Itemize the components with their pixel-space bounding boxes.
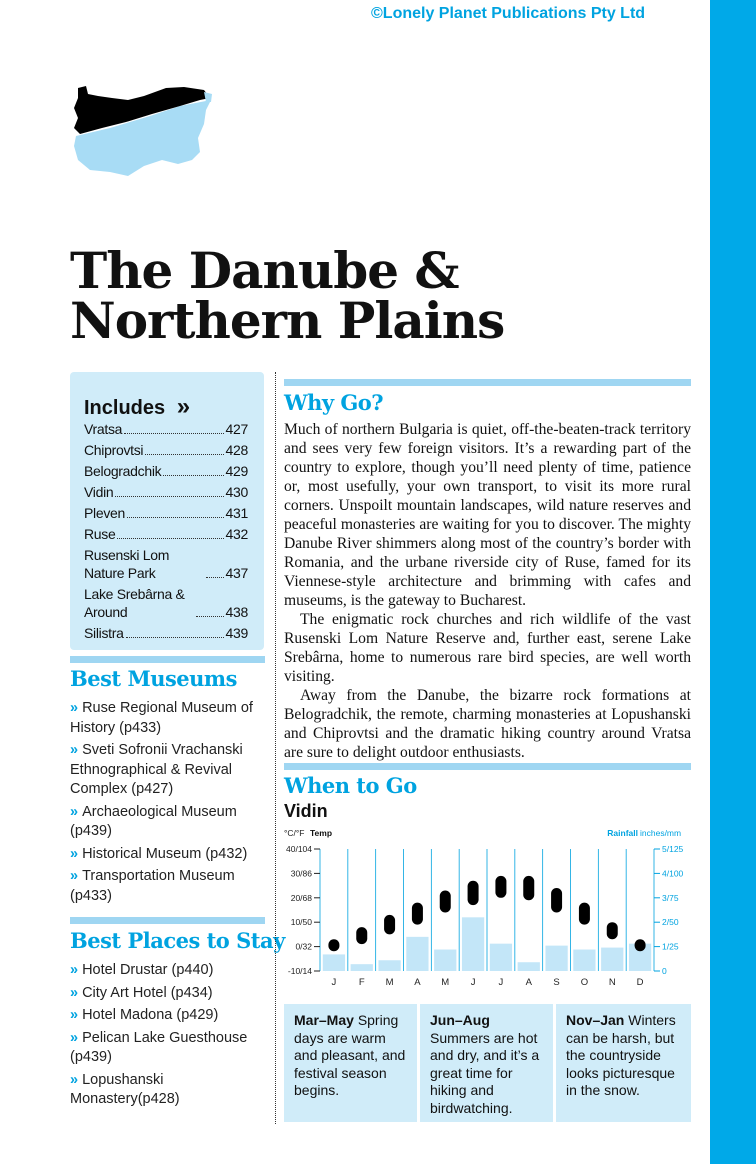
chevron-icon: » <box>70 845 79 862</box>
chapter-title <box>70 241 505 350</box>
when-to-go-rule <box>284 763 691 770</box>
season-box-spring <box>284 1004 417 1122</box>
temperature-range-bar <box>551 888 562 912</box>
includes-list <box>84 420 248 645</box>
museum-item[interactable]: » Historical Museum (p432) <box>70 845 248 862</box>
place-item[interactable]: » City Art Hotel (p434) <box>70 984 213 1001</box>
temp-tick-label: 0/32 <box>295 941 312 952</box>
rainfall-bar <box>351 964 373 971</box>
chevron-icon: » <box>70 1029 79 1046</box>
why-go-paragraph: Much of northern Bulgaria is quiet, off-the-beaten-track territory and sees very few foreign visitors. It’s a rewarding part of the country to explore, though you’ll need plenty of time, patience or, most usefully, your own transport, to visit its more rural corners. Unspoilt mountain landscapes, wild nature reserves and peaceful monasteries are waiting for you to discover. The mighty Danube River shimmers along most of the country’s border with Romania, and the urbane riverside city of Ruse, famed for its Viennese-style architecture and brimming with cafes and museums, is the gateway to Bucharest. <box>284 421 691 609</box>
rainfall-bar <box>490 944 512 971</box>
temp-tick-label: 20/68 <box>290 892 312 903</box>
copyright-notice: ©Lonely Planet Publications Pty Ltd <box>371 5 646 22</box>
temp-tick-label: 10/50 <box>290 917 312 928</box>
month-label: M <box>385 977 394 988</box>
month-label: A <box>525 977 532 988</box>
best-museums-heading: Best Museums <box>70 666 237 691</box>
includes-item[interactable]: Vratsa 427 <box>84 421 248 437</box>
chevron-icon: » <box>70 1071 79 1088</box>
rainfall-bar <box>518 962 540 971</box>
temperature-range-bar <box>635 939 646 951</box>
temp-axis-label: Temp <box>310 828 333 838</box>
column-divider <box>275 372 276 1124</box>
includes-box <box>70 372 264 650</box>
season-text: Summers are hot and dry, and it’s a great time for hiking and birdwatching. <box>430 1029 540 1116</box>
month-label: O <box>580 977 589 988</box>
rainfall-bar <box>462 917 484 971</box>
rain-tick-label: 3/75 <box>662 892 679 903</box>
month-label: D <box>636 977 644 988</box>
rainfall-bar <box>601 948 623 971</box>
double-chevron-icon: » <box>176 393 191 420</box>
why-go-rule <box>284 379 691 386</box>
season-text: Winters can be harsh, but the countryside looks picturesque in the snow. <box>566 1012 676 1098</box>
museum-item[interactable]: » Transportation Museum (p433) <box>70 868 235 904</box>
includes-item[interactable]: Ruse 432 <box>84 526 248 542</box>
chevron-icon: » <box>70 962 79 978</box>
includes-item[interactable]: Lake Srebârna & Around 438 <box>84 586 248 620</box>
season-label: Nov–Jan <box>566 1012 625 1028</box>
side-color-bar <box>710 0 756 1164</box>
temperature-range-bar <box>328 939 339 951</box>
temp-axis-unit: °C/°F <box>284 828 305 838</box>
temp-tick-label: 40/104 <box>286 844 312 854</box>
temperature-range-bar <box>495 876 506 898</box>
month-label: J <box>470 977 476 988</box>
best-places-heading: Best Places to Stay <box>70 928 285 953</box>
place-item[interactable]: » Pelican Lake Guesthouse (p439) <box>70 1029 248 1065</box>
rain-tick-label: 1/25 <box>662 941 679 952</box>
museum-item[interactable]: » Sveti Sofronii Vrachanski Ethnographical & Revival Complex (p427) <box>70 742 243 797</box>
best-museums-rule <box>70 656 265 663</box>
title-line-1: The Danube & <box>70 241 459 300</box>
month-label: J <box>498 977 504 988</box>
month-label: S <box>553 977 560 988</box>
why-go-paragraph: The enigmatic rock churches and rich wildlife of the vast Rusenski Lom Nature Reserve and, further east, serene Lake Srebârna, home to numerous rare bird species, are well worth visiting. <box>284 611 691 685</box>
month-label: N <box>608 977 616 988</box>
chevron-icon: » <box>70 700 79 716</box>
chevron-icon: » <box>70 803 79 820</box>
when-to-go-heading: When to Go <box>284 773 417 798</box>
temperature-range-bar <box>412 903 423 925</box>
rainfall-bar <box>545 946 567 971</box>
place-item[interactable]: » Hotel Madona (p429) <box>70 1007 219 1023</box>
temperature-range-bar <box>468 881 479 905</box>
chart-city-title: Vidin <box>284 801 328 821</box>
best-museums-list <box>70 699 265 909</box>
includes-item[interactable]: Vidin 430 <box>84 484 248 500</box>
rainfall-bar <box>573 950 595 971</box>
temperature-range-bar <box>579 903 590 925</box>
temperature-range-bar <box>356 927 367 944</box>
season-text: Spring days are warm and pleasant, and festival season begins. <box>294 1012 406 1098</box>
rain-tick-label: 4/100 <box>662 868 684 879</box>
best-places-rule <box>70 917 265 924</box>
season-label: Jun–Aug <box>430 1012 490 1028</box>
place-item[interactable]: » Hotel Drustar (p440) <box>70 962 214 978</box>
rainfall-bar <box>434 950 456 971</box>
rain-axis-unit: inches/mm <box>640 828 682 838</box>
includes-item[interactable]: Chiprovtsi 428 <box>84 442 248 458</box>
includes-heading <box>84 393 190 421</box>
includes-item[interactable]: Rusenski Lom Nature Park 437 <box>84 547 248 581</box>
temperature-range-bar <box>523 876 534 900</box>
rainfall-bar <box>406 937 428 971</box>
month-label: A <box>414 977 421 988</box>
month-label: M <box>441 977 450 988</box>
rain-tick-label: 0 <box>662 966 667 976</box>
museum-item[interactable]: » Archaeological Museum (p439) <box>70 803 237 839</box>
map-east-tip <box>204 92 212 102</box>
rainfall-bar <box>378 960 400 971</box>
rain-axis-label: Rainfall <box>607 828 638 838</box>
chevron-icon: » <box>70 984 79 1001</box>
season-label: Mar–May <box>294 1012 354 1028</box>
rain-tick-label: 5/125 <box>662 844 684 854</box>
month-label: F <box>358 977 365 988</box>
season-box-winter <box>556 1004 691 1122</box>
bulgaria-locator-map <box>70 80 220 180</box>
chevron-icon: » <box>70 1007 79 1023</box>
rainfall-bar <box>323 954 345 971</box>
museum-item[interactable]: » Ruse Regional Museum of History (p433) <box>70 700 253 736</box>
season-box-summer <box>420 1004 553 1122</box>
why-go-paragraph: Away from the Danube, the bizarre rock formations at Belogradchik, the remote, charming monasteries at Lopushanski and Chiprovtsi and the dramatic hiking country around Vratsa are sure to delight outdoor enthusiasts. <box>284 687 691 761</box>
temp-tick-label: 30/86 <box>290 868 312 879</box>
month-label: J <box>331 977 337 988</box>
temperature-range-bar <box>440 890 451 912</box>
chevron-icon: » <box>70 742 79 758</box>
includes-heading-text: Includes <box>84 397 166 419</box>
best-places-list <box>70 961 265 1113</box>
includes-item[interactable]: Belogradchik 429 <box>84 463 248 479</box>
includes-item[interactable]: Silistra 439 <box>84 625 248 641</box>
title-line-2: Northern Plains <box>70 291 505 350</box>
temp-tick-label: -10/14 <box>287 966 312 976</box>
place-item[interactable]: » Lopushanski Monastery(p428) <box>70 1071 180 1107</box>
rain-tick-label: 2/50 <box>662 917 679 928</box>
why-go-text <box>284 420 691 762</box>
temperature-range-bar <box>384 915 395 935</box>
temperature-range-bar <box>607 922 618 939</box>
why-go-heading: Why Go? <box>284 390 384 415</box>
chevron-icon: » <box>70 868 79 884</box>
climate-chart <box>282 826 692 991</box>
includes-item[interactable]: Pleven 431 <box>84 505 248 521</box>
